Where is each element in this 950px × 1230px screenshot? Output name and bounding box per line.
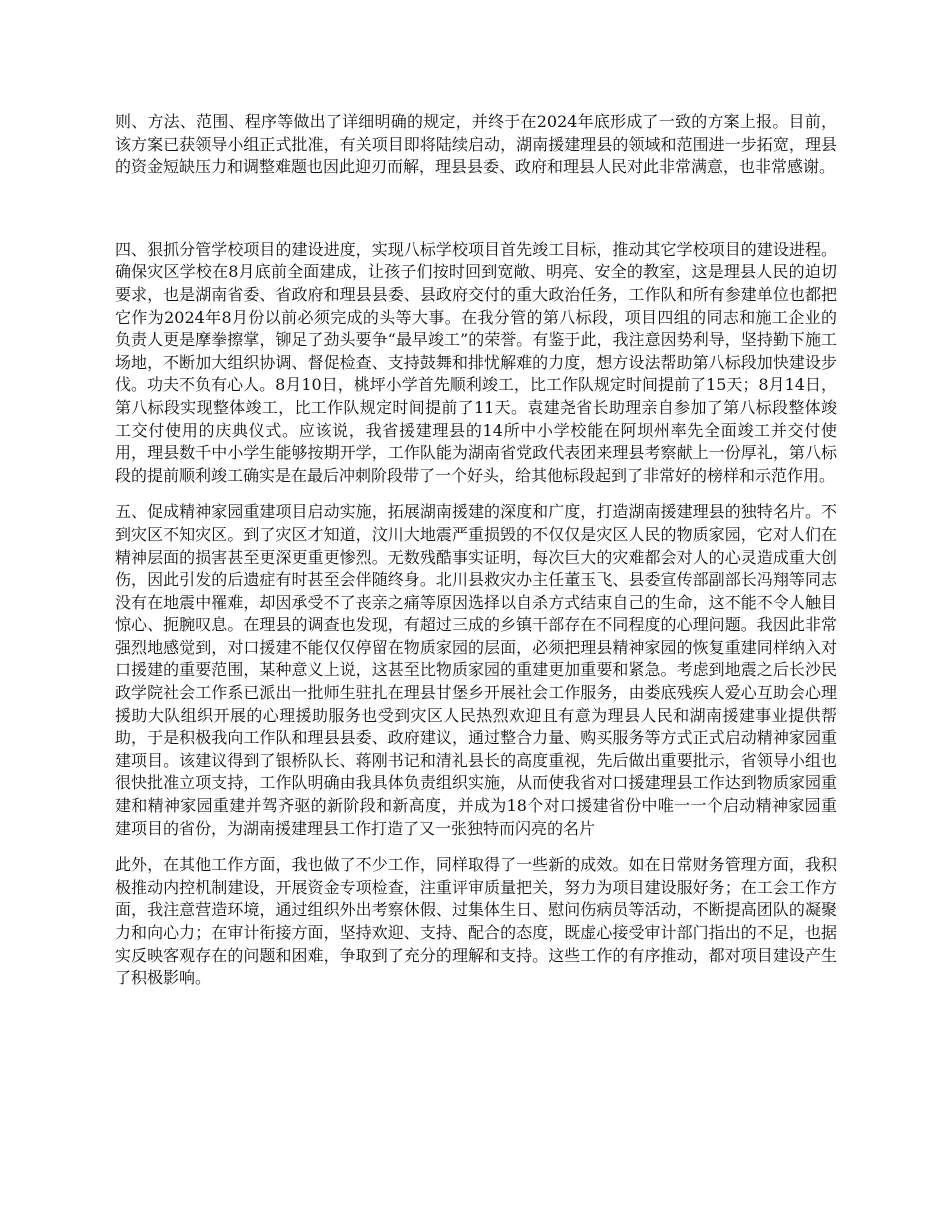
paragraph-spiritual-home: 五、促成精神家园重建项目启动实施，拓展湖南援建的深度和广度，打造湖南援建理县的独特名片。不到灾区不知灾区。到了灾区才知道，汶川大地震严重损毁的不仅仅是灾区人民的物质家园，它对人们在精神层面的损害甚至更深更重更惨烈。无数残酷事实证明，每次巨大的灾难都会对人的心灵造成重大创伤，因此引发的后遗症有时甚至会伴随终身。北川县救灾办主任董玉飞、县委宣传部副部长冯翔等同志没有在地震中罹难，却因承受不了丧亲之痛等原因选择以自杀方式结束自己的生命，这不能不令人触目惊心、扼腕叹息。在理县的调查也发现，有超过三成的乡镇干部存在不同程度的心理问题。我因此非常强烈地感觉到，对口援建不能仅仅停留在物质家园的层面，必须把理县精神家园的恢复重建同样纳入对口援建的重要范围，某种意义上说，这甚至比物质家园的重建更加重要和紧急。考虑到地震之后长沙民政学院社会工作系已派出一批师生驻扎在理县甘堡乡开展社会工作服务，由娄底残疾人爱心互助会心理援助大队组织开展的心理援助服务也受到灾区人民热烈欢迎且有意为理县人民和湖南援建事业提供帮助，于是积极我向工作队和理县县委、政府建议，通过整合力量、购买服务等方式正式启动精神家园重建项目。该建议得到了银桥队长、蒋刚书记和清礼县长的高度重视，先后做出重要批示，省领导小组也很快批准立项支持，工作队明确由我具体负责组织实施，从而使我省对口援建理县工作达到物质家园重建和精神家园重建并驾齐驱的新阶段和新高度，并成为18个对口援建省份中唯一一个启动精神家园重建项目的省份，为湖南援建理县工作打造了又一张独特而闪亮的名片 xyxy=(115,502,837,838)
paragraph-scheme-approval: 则、方法、范围、程序等做出了详细明确的规定，并终于在2024年底形成了一致的方案上报。目前，该方案已获领导小组正式批准，有关项目即将陆续启动，湖南援建理县的领域和范围进一步拓宽，理县的资金短缺压力和调整难题也因此迎刃而解，理县县委、政府和理县人民对此非常满意，也非常感谢。 xyxy=(115,112,837,177)
document-body xyxy=(115,111,837,990)
paragraph-other-work: 此外，在其他工作方面，我也做了不少工作，同样取得了一些新的成效。如在日常财务管理方面，我积极推动内控机制建设，开展资金专项检查，注重评审质量把关，努力为项目建设服好务；在工会工作方面，我注意营造环境，通过组织外出考察休假、过集体生日、慰问伤病员等活动，不断提高团队的凝聚力和向心力；在审计衔接方面，坚持欢迎、支持、配合的态度，既虚心接受审计部门指出的不足，也据实反映客观存在的问题和困难，争取到了充分的理解和支持。这些工作的有序推动，都对项目建设产生了积极影响。 xyxy=(115,855,837,988)
paragraph-school-projects: 四、狠抓分管学校项目的建设进度，实现八标学校项目首先竣工目标，推动其它学校项目的建设进程。确保灾区学校在8月底前全面建成，让孩子们按时回到宽敞、明亮、安全的教室，这是理县人民的迫切要求，也是湖南省委、省政府和理县县委、县政府交付的重大政治任务，工作队和所有参建单位也都把它作为2024年8月份以前必须完成的头等大事。在我分管的第八标段，项目四组的同志和施工企业的负责人更是摩拳擦掌，铆足了劲头要争“最早竣工”的荣誉。有鉴于此，我注意因势利导，坚持勤下施工场地，不断加大组织协调、督促检查、支持鼓舞和排忧解难的力度，想方设法帮助第八标段加快建设步伐。功夫不负有心人。8月10日，桃坪小学首先顺利竣工，比工作队规定时间提前了15天；8月14日，第八标段实现整体竣工，比工作队规定时间提前了11天。袁建尧省长助理亲自参加了第八标段整体竣工交付使用的庆典仪式。应该说，我省援建理县的14所中小学校能在阿坝州率先全面竣工并交付使用，理县数千中小学生能够按期开学，工作队能为湖南省党政代表团来理县考察献上一份厚礼，第八标段的提前顺利竣工确实是在最后冲刺阶段带了一个好头，给其他标段起到了非常好的榜样和示范作用。 xyxy=(115,239,837,485)
